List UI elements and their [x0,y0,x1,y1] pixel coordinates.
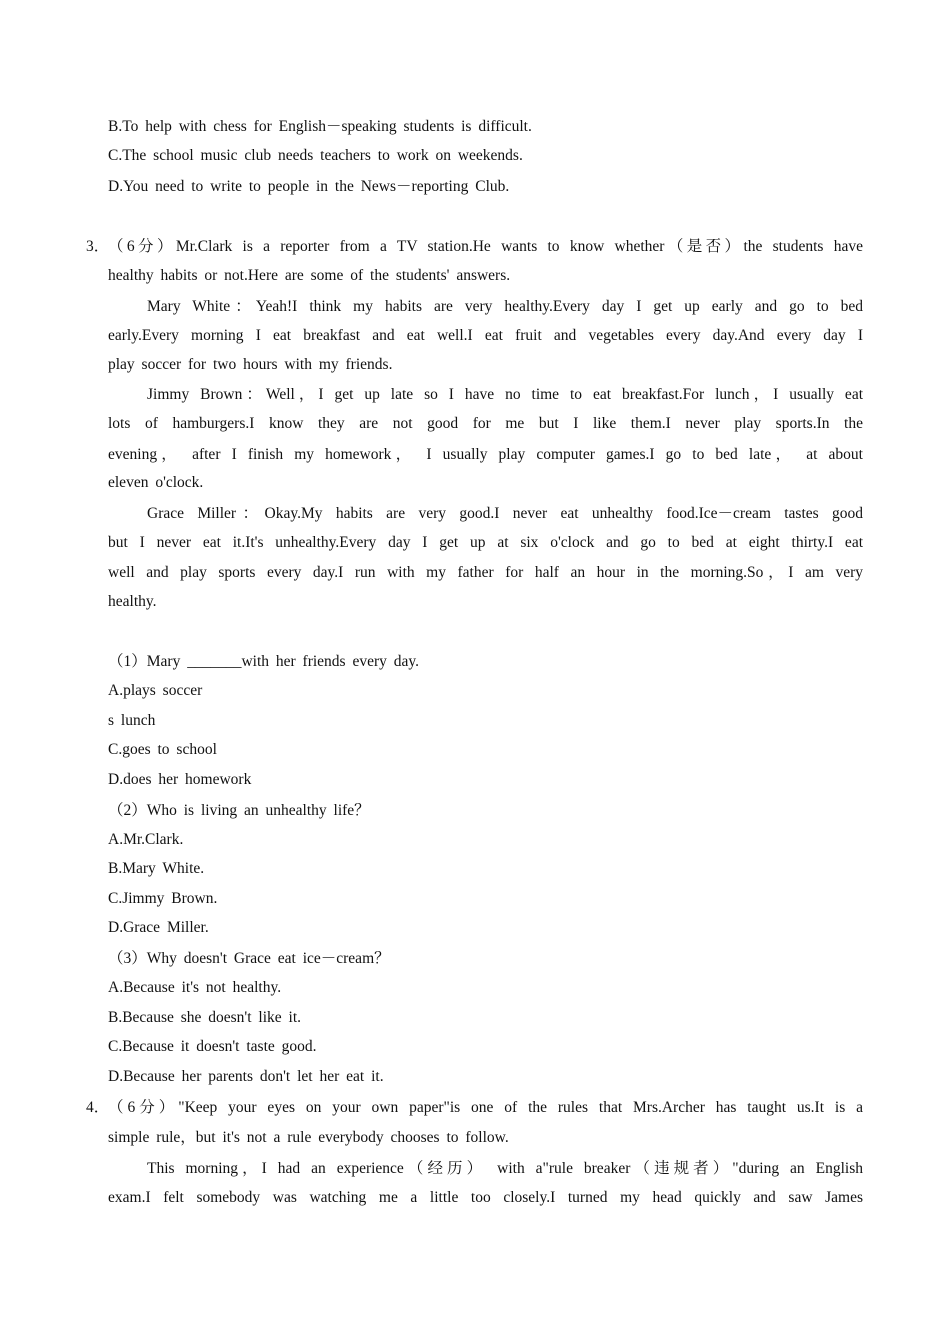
question-4-paragraph-line-2: exam.I felt somebody was watching me a little too closely.I turned my head quickly and saw James [108,1189,863,1206]
sub-question-3-option: C.Because it doesn't taste good. [108,1038,317,1055]
question-3-intro-line-2: healthy habits or not.Here are some of the students' answers. [108,267,511,284]
sub-question-1-option: A.plays soccer [108,682,203,699]
grace-paragraph-line-4: healthy. [108,593,157,610]
sub-question-3: （3）Why doesn't Grace eat ice－cream？ [108,950,390,967]
question-4-intro-line-1: （6分）"Keep your eyes on your own paper"is one of the rules that Mrs.Archer has taught us.It is a [108,1099,863,1116]
sub-question-3-option: D.Because her parents don't let her eat it. [108,1068,384,1085]
question-3-intro-line-1: （6分）Mr.Clark is a reporter from a TV station.He wants to know whether（是否）the students have [108,238,863,255]
sub-question-1-option: D.does her homework [108,771,252,788]
sub-question-1: （1）Mary _______with her friends every day. [108,653,420,670]
question-4-paragraph-line-1: This morning，I had an experience（经历） with a"rule breaker（违规者）"during an English [147,1160,863,1177]
jimmy-paragraph-line-4: eleven o'clock. [108,474,204,491]
grace-paragraph-line-3: well and play sports every day.I run with my father for half an hour in the morning.So，I am very [108,564,863,581]
grace-paragraph-line-1: Grace Miller：Okay.My habits are very good.I never eat unhealthy food.Ice－cream tastes good [147,505,863,522]
question-3-number: 3． [86,238,110,255]
jimmy-paragraph-line-2: lots of hamburgers.I know they are not good for me but I like them.I never play sports.In the [108,415,863,432]
sub-question-2-option: D.Grace Miller. [108,919,209,936]
mary-paragraph-line-1: Mary White：Yeah!I think my habits are very healthy.Every day I get up early and go to bed [147,298,863,315]
mary-paragraph-line-3: play soccer for two hours with my friends. [108,356,393,373]
grace-paragraph-line-2: but I never eat it.It's unhealthy.Every day I get up at six o'clock and go to bed at eight thirty.I eat [108,534,863,551]
prev-option-c: C.The school music club needs teachers to work on weekends. [108,147,523,164]
sub-question-3-option: A.Because it's not healthy. [108,979,282,996]
prev-option-b: B.To help with chess for English－speaking students is difficult. [108,118,532,135]
sub-question-1-option: C.goes to school [108,741,217,758]
jimmy-paragraph-line-1: Jimmy Brown：Well，I get up late so I have no time to eat breakfast.For lunch，I usually eat [147,386,863,403]
sub-question-2-option: A.Mr.Clark. [108,831,184,848]
sub-question-3-option: B.Because she doesn't like it. [108,1009,302,1026]
jimmy-paragraph-line-3: evening， after I finish my homework， I usually play computer games.I go to bed late， at about [108,446,863,463]
sub-question-2-option: C.Jimmy Brown. [108,890,218,907]
question-4-intro-line-2: simple rule，but it's not a rule everybody chooses to follow. [108,1129,509,1146]
sub-question-2: （2）Who is living an unhealthy life？ [108,802,370,819]
prev-option-d: D.You need to write to people in the News－reporting Club. [108,178,510,195]
sub-question-2-option: B.Mary White. [108,860,205,877]
question-4-number: 4． [86,1099,110,1116]
mary-paragraph-line-2: early.Every morning I eat breakfast and eat well.I eat fruit and vegetables every day.And every day I [108,327,863,344]
sub-question-1-option: s lunch [108,712,156,729]
